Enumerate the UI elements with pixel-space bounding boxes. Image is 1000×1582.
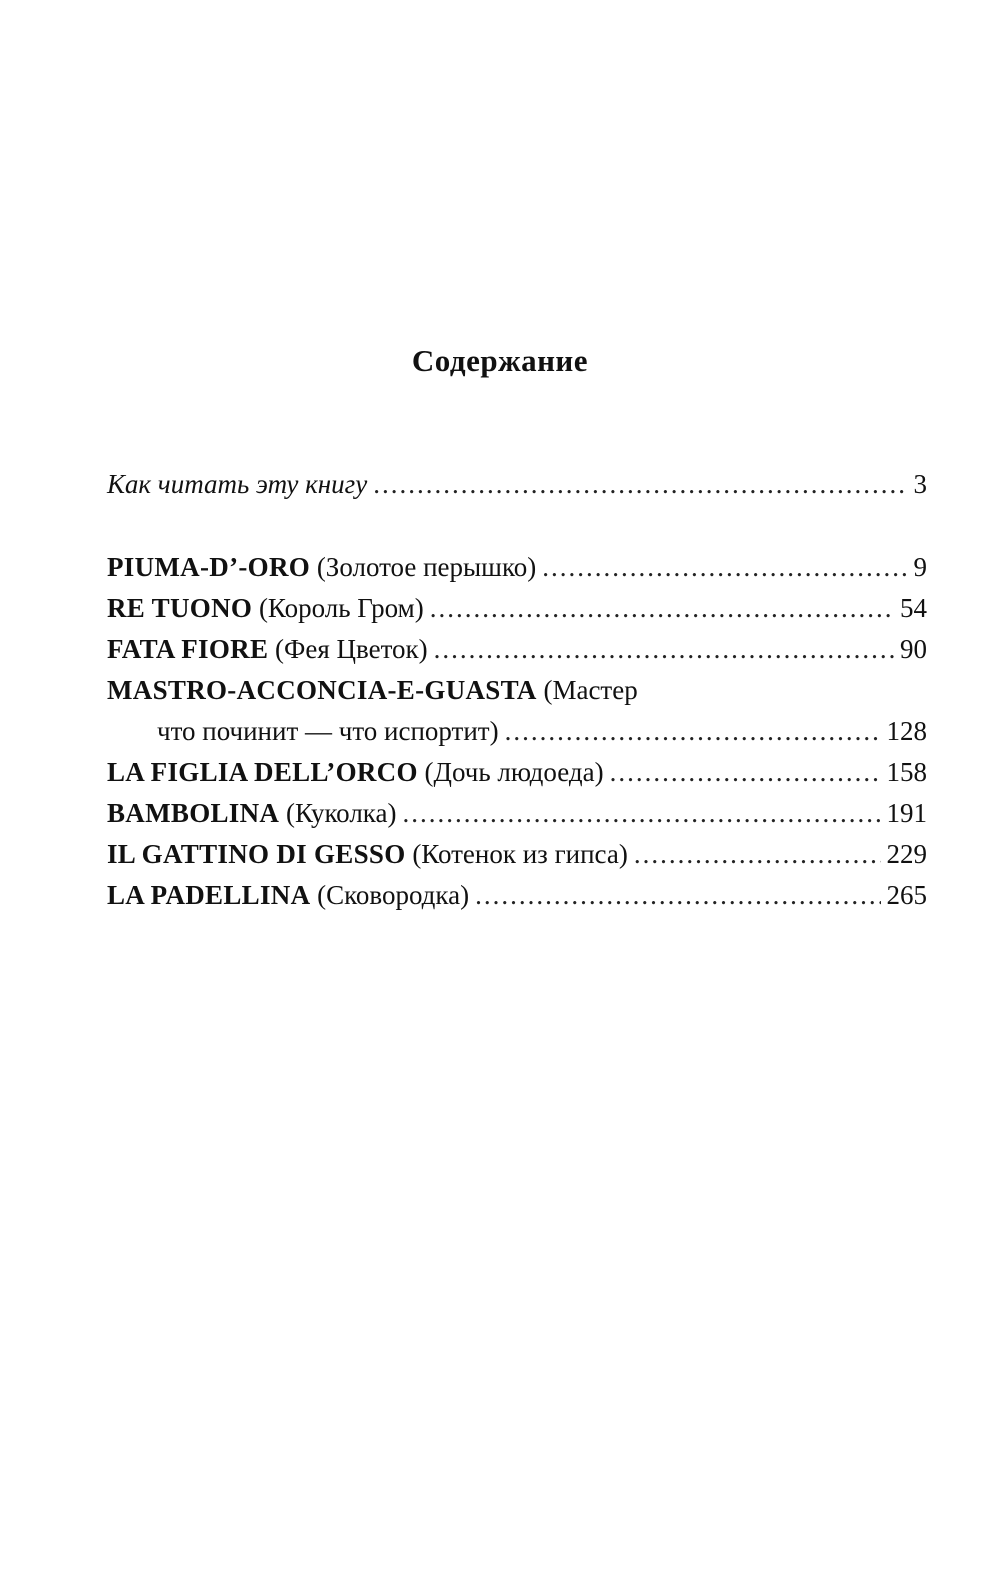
toc-page-number: 54 — [900, 593, 927, 623]
page-title: Содержание — [411, 343, 589, 378]
toc-entry-title-italian: LA FIGLIA DELL’ORCO — [107, 757, 418, 787]
toc-entry-title-russian: (Дочь людоеда) — [424, 757, 604, 787]
toc-page-number: 229 — [886, 839, 927, 869]
dot-leader — [542, 547, 907, 588]
toc-page-number: 265 — [886, 880, 927, 910]
toc-page-number: 90 — [900, 634, 927, 664]
toc-entry-intro[interactable] — [107, 464, 927, 505]
toc-entry-title-russian: (Котенок из гипса) — [412, 839, 628, 869]
toc-entry[interactable] — [107, 793, 927, 834]
dot-leader — [610, 752, 881, 793]
toc-entry[interactable] — [107, 588, 927, 629]
dot-leader — [634, 834, 881, 875]
toc-entry-title-russian: (Король Гром) — [258, 593, 424, 623]
toc-page-number: 128 — [886, 716, 927, 746]
toc-page-number: 9 — [913, 552, 927, 582]
toc-entry-title-italian: LA PADELLINA — [107, 880, 311, 910]
toc-entry-title-russian: (Мастер — [543, 675, 638, 705]
dot-leader — [475, 875, 880, 916]
dot-leader — [373, 464, 907, 505]
dot-leader — [505, 711, 881, 752]
toc-entry[interactable] — [107, 752, 927, 793]
toc-page-number: 158 — [886, 757, 927, 787]
toc-page-number: 191 — [886, 798, 927, 828]
dot-leader — [430, 588, 894, 629]
toc-page-number: 3 — [913, 469, 927, 499]
toc-entry-title-italian: PIUMA-D’-ORO — [107, 552, 311, 582]
toc-entry-title-russian-continued: что починит — что испортит) — [157, 716, 499, 746]
toc-entry-title-russian: (Сковородка) — [317, 880, 470, 910]
table-of-contents — [107, 464, 927, 916]
dot-leader — [434, 629, 894, 670]
toc-entry-title-italian: FATA FIORE — [107, 634, 269, 664]
dot-leader — [403, 793, 881, 834]
toc-entry[interactable] — [107, 834, 927, 875]
toc-entry[interactable] — [107, 670, 927, 711]
toc-entry-title-russian: (Фея Цветок) — [275, 634, 428, 664]
toc-entry-title-italian: IL GATTINO DI GESSO — [107, 839, 406, 869]
toc-entry[interactable] — [107, 875, 927, 916]
toc-entry-title-russian: (Золотое перышко) — [316, 552, 537, 582]
toc-entry-title-russian: (Куколка) — [285, 798, 397, 828]
toc-entry-title-italian: RE TUONO — [107, 593, 253, 623]
toc-entry-title: Как читать эту книгу — [107, 469, 368, 499]
toc-entry[interactable] — [107, 547, 927, 588]
toc-entry-title-italian: MASTRO-ACCONCIA-E-GUASTA — [107, 675, 537, 705]
toc-entry-title-italian: BAMBOLINA — [107, 798, 280, 828]
toc-entry[interactable] — [107, 629, 927, 670]
toc-entry-continuation[interactable] — [107, 711, 927, 752]
